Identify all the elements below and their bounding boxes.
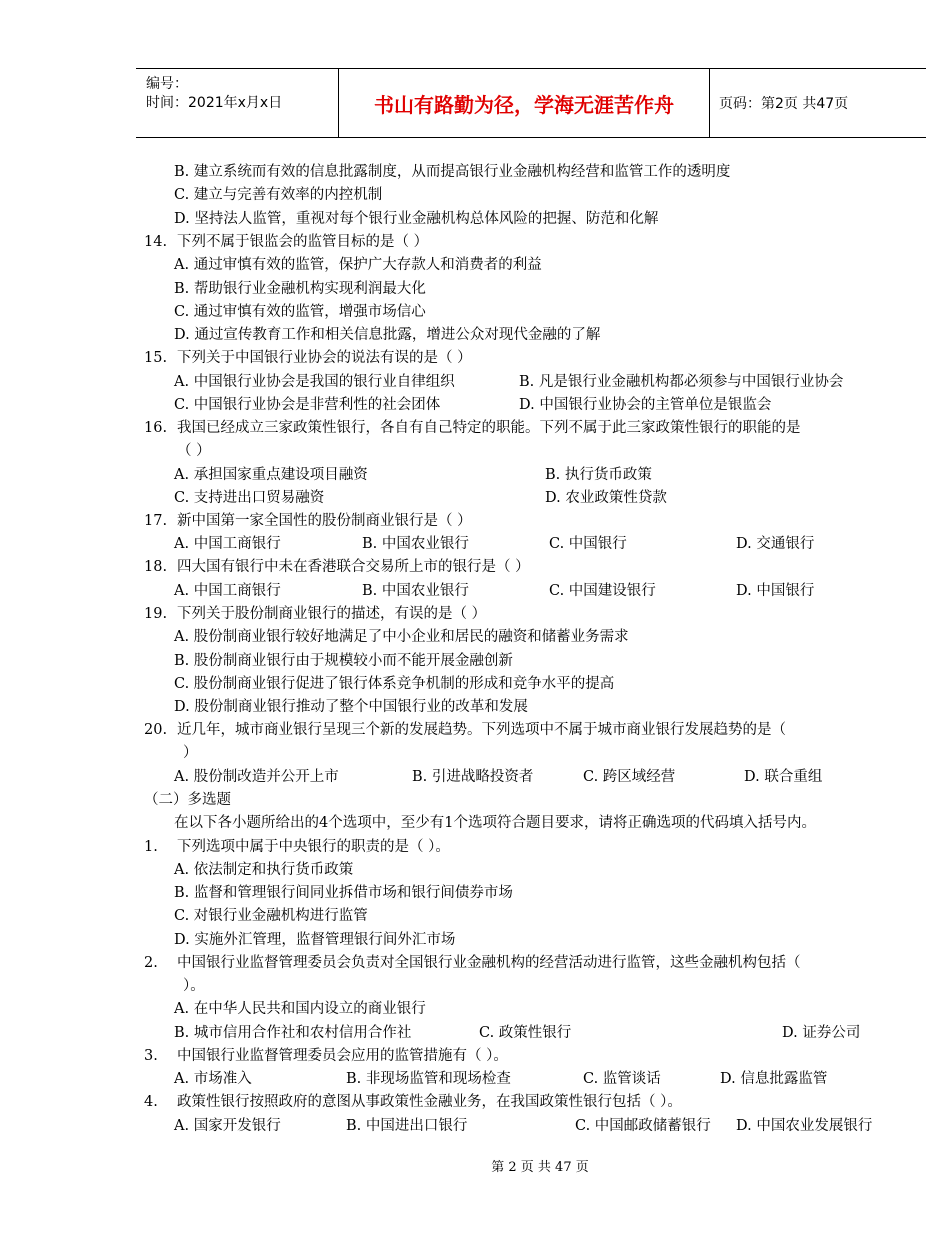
option-line: B. 执行货币政策 <box>545 467 652 483</box>
section-intro: 在以下各小题所给出的4个选项中，至少有1个选项符合题目要求，请将正确选项的代码填入括号内。 <box>174 815 816 831</box>
option-line: C. 跨区域经营 <box>583 769 676 785</box>
question-text: 四大国有银行中未在香港联合交易所上市的银行是（ ） <box>177 559 530 575</box>
option-line: B. 凡是银行业金融机构都必须参与中国银行业协会 <box>519 374 844 390</box>
option-line: C. 股份制商业银行促进了银行体系竞争机制的形成和竞争水平的提高 <box>174 676 615 692</box>
option-line: C. 对银行业金融机构进行监管 <box>174 908 368 924</box>
option-line: A. 中国工商银行 <box>174 536 281 552</box>
page-footer: 第 2 页 共 47 页 <box>491 1160 589 1175</box>
option-line: D. 证券公司 <box>782 1025 861 1041</box>
option-line: C. 中国银行业协会是非营利性的社会团体 <box>174 397 441 413</box>
section-heading: （二）多选题 <box>144 792 231 808</box>
option-line: D. 股份制商业银行推动了整个中国银行业的改革和发展 <box>174 699 528 715</box>
option-line: B. 帮助银行业金融机构实现利润最大化 <box>174 281 426 297</box>
question-text: 政策性银行按照政府的意图从事政策性金融业务，在我国政策性银行包括（ ）。 <box>177 1094 682 1110</box>
question-number: 20. <box>144 722 168 738</box>
question-number: 15. <box>144 350 168 366</box>
number-label: 编号： <box>146 76 188 92</box>
option-line: D. 交通银行 <box>736 536 815 552</box>
question-text-continued: ） <box>183 745 198 761</box>
option-line: C. 中国建设银行 <box>549 583 656 599</box>
question-text: 中国银行业监督管理委员会负责对全国银行业金融机构的经营活动进行监管，这些金融机构包括（ <box>177 955 801 971</box>
question-text: 下列关于中国银行业协会的说法有误的是（ ） <box>177 350 472 366</box>
option-line: B. 非现场监管和现场检查 <box>346 1071 511 1087</box>
header-divider <box>709 69 710 137</box>
option-line: C. 建立与完善有效率的内控机制 <box>174 187 383 203</box>
header-left-cell <box>146 75 282 113</box>
option-line: B. 股份制商业银行由于规模较小而不能开展金融创新 <box>174 653 513 669</box>
option-line: A. 股份制改造并公开上市 <box>174 769 339 785</box>
question-number: 19. <box>144 606 168 622</box>
question-text: 下列不属于银监会的监管目标的是（ ） <box>177 234 429 250</box>
option-line: D. 坚持法人监管，重视对每个银行业金融机构总体风险的把握、防范和化解 <box>174 211 659 227</box>
time-label: 时间：2021年x月x日 <box>146 95 283 111</box>
option-line: D. 中国银行业协会的主管单位是银监会 <box>519 397 772 413</box>
option-line: D. 信息批露监管 <box>720 1071 828 1087</box>
option-line: B. 城市信用合作社和农村信用合作社 <box>174 1025 412 1041</box>
option-line: D. 农业政策性贷款 <box>545 490 667 506</box>
option-line: B. 中国农业银行 <box>362 536 469 552</box>
question-number: 3. <box>144 1048 158 1064</box>
option-line: C. 政策性银行 <box>479 1025 572 1041</box>
option-line: B. 引进战略投资者 <box>412 769 534 785</box>
question-number: 2. <box>144 955 158 971</box>
option-line: A. 中国银行业协会是我国的银行业自律组织 <box>174 374 455 390</box>
option-line: A. 承担国家重点建设项目融资 <box>174 467 368 483</box>
question-number: 1. <box>144 839 158 855</box>
question-number: 14. <box>144 234 168 250</box>
question-number: 4. <box>144 1094 158 1110</box>
option-line: C. 支持进出口贸易融资 <box>174 490 325 506</box>
question-number: 16. <box>144 420 168 436</box>
option-line: A. 国家开发银行 <box>174 1118 281 1134</box>
header-page-label: 页码：第2页 共47页 <box>719 96 849 112</box>
header-table <box>136 68 926 138</box>
option-line: A. 市场准入 <box>174 1071 252 1087</box>
option-line: A. 依法制定和执行货币政策 <box>174 862 354 878</box>
option-line: B. 中国进出口银行 <box>346 1118 468 1134</box>
option-line: D. 实施外汇管理，监督管理银行间外汇市场 <box>174 932 456 948</box>
option-line: D. 中国农业发展银行 <box>736 1118 873 1134</box>
option-line: A. 在中华人民共和国内设立的商业银行 <box>174 1001 426 1017</box>
question-text: 新中国第一家全国性的股份制商业银行是（ ） <box>177 513 472 529</box>
option-line: A. 通过审慎有效的监管，保护广大存款人和消费者的利益 <box>174 257 542 273</box>
option-line: A. 中国工商银行 <box>174 583 281 599</box>
question-text: 我国已经成立三家政策性银行，各自有自己特定的职能。下列不属于此三家政策性银行的职能的是 <box>177 420 801 436</box>
question-number: 17. <box>144 513 168 529</box>
option-line: B. 监督和管理银行间同业拆借市场和银行间债券市场 <box>174 885 513 901</box>
question-text: 下列选项中属于中央银行的职责的是（ ）。 <box>177 839 450 855</box>
option-line: C. 中国邮政储蓄银行 <box>575 1118 711 1134</box>
question-number: 18. <box>144 559 168 575</box>
option-line: D. 通过宣传教育工作和相关信息批露，增进公众对现代金融的了解 <box>174 327 601 343</box>
option-line: D. 中国银行 <box>736 583 815 599</box>
question-text: 下列关于股份制商业银行的描述，有误的是（ ） <box>177 606 487 622</box>
option-line: B. 建立系统而有效的信息批露制度，从而提高银行业金融机构经营和监管工作的透明度 <box>174 164 731 180</box>
option-line: A. 股份制商业银行较好地满足了中小企业和居民的融资和储蓄业务需求 <box>174 629 629 645</box>
option-line: D. 联合重组 <box>744 769 823 785</box>
option-line: C. 监管谈话 <box>583 1071 661 1087</box>
question-text-continued: （ ） <box>177 443 211 459</box>
option-line: B. 中国农业银行 <box>362 583 469 599</box>
question-text: 近几年，城市商业银行呈现三个新的发展趋势。下列选项中不属于城市商业银行发展趋势的是（ <box>177 722 786 738</box>
question-text: 中国银行业监督管理委员会应用的监管措施有（ ）。 <box>177 1048 508 1064</box>
question-text-continued: ）。 <box>183 978 205 994</box>
option-line: C. 中国银行 <box>549 536 627 552</box>
header-motto: 书山有路勤为径，学海无涯苦作舟 <box>374 92 674 117</box>
option-line: C. 通过审慎有效的监管，增强市场信心 <box>174 304 426 320</box>
